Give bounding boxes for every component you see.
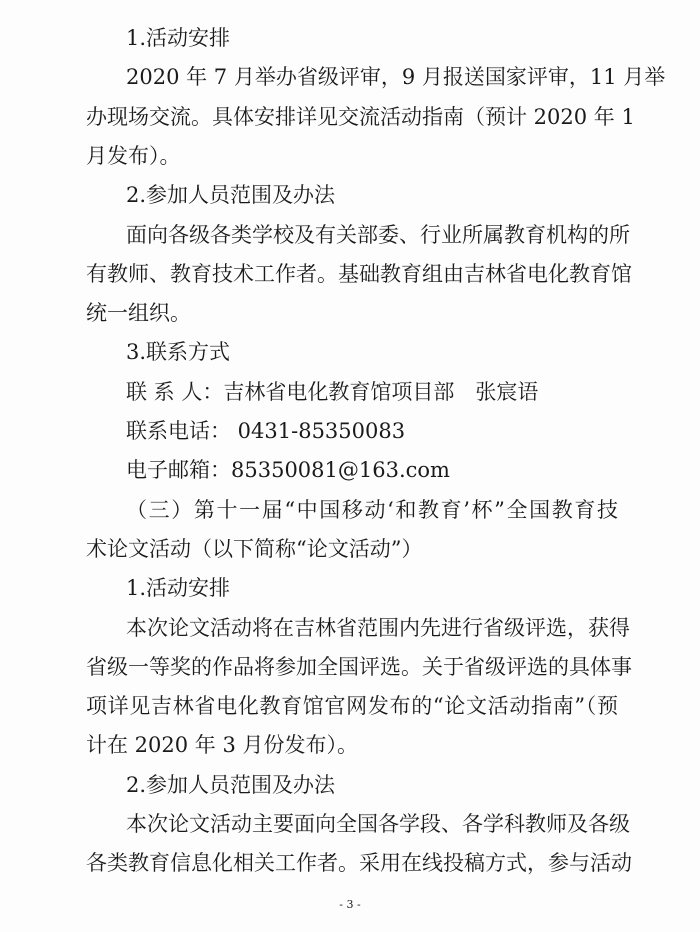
text-line: 本次论文活动主要面向全国各学段、各学科教师及各级 bbox=[126, 812, 630, 836]
text-line: 月发布）。 bbox=[86, 143, 181, 168]
text-line: 有教师、教育技术工作者。基础教育组由吉林省电化教育馆 bbox=[86, 261, 632, 286]
page-number: - 3 - bbox=[339, 898, 361, 911]
text-line: 省级一等奖的作品将参加全国评选。关于省级评选的具体事 bbox=[86, 654, 632, 679]
text-line: 电子邮箱：85350081@163.com bbox=[126, 458, 450, 483]
text-line: 3.联系方式 bbox=[126, 340, 231, 365]
text-line: 2.参加人员范围及办法 bbox=[126, 772, 336, 797]
text-line: 面向各级各类学校及有关部委、行业所属教育机构的所 bbox=[126, 222, 630, 247]
text-line: 计在 2020 年 3 月份发布）。 bbox=[86, 733, 359, 758]
text-line: 1.活动安排 bbox=[126, 26, 231, 50]
text-line: 2020 年 7 月举办省级评审，9 月报送国家评审，11 月举 bbox=[126, 65, 666, 90]
text-line: 联 系 人：吉林省电化教育馆项目部 张宸语 bbox=[126, 379, 539, 404]
text-line: 各类教育信息化相关工作者。采用在线投稿方式，参与活动 bbox=[86, 851, 632, 876]
text-line: 统一组织。 bbox=[86, 301, 191, 326]
text-line: 术论文活动（以下简称“论文活动”） bbox=[86, 536, 423, 561]
text-line: 联系电话： 0431-85350083 bbox=[126, 419, 406, 443]
text-line: 办现场交流。具体安排详见交流活动指南（预计 2020 年 1 bbox=[86, 104, 635, 129]
text-line: 1.活动安排 bbox=[126, 576, 231, 601]
text-line: （三）第十一届“中国移动‘和教育’杯”全国教育技 bbox=[126, 497, 618, 522]
text-line: 项详见吉林省电化教育馆官网发布的“论文活动指南”（预 bbox=[86, 694, 618, 719]
text-line: 本次论文活动将在吉林省范围内先进行省级评选，获得 bbox=[126, 615, 630, 640]
text-line: 2.参加人员范围及办法 bbox=[126, 183, 336, 208]
